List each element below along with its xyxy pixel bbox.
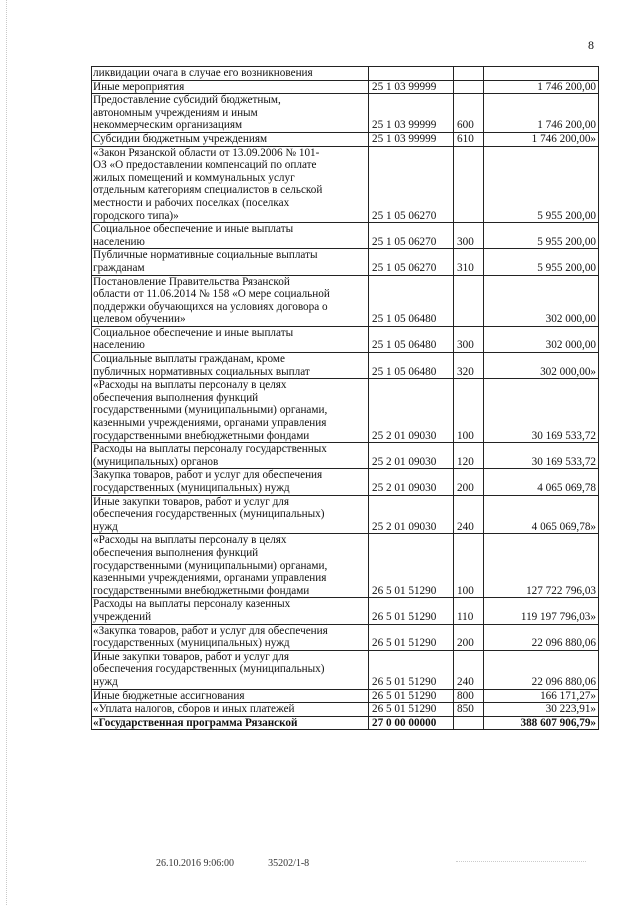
cell-expense-type: 300	[454, 326, 484, 352]
cell-code: 25 1 05 06480	[369, 353, 454, 379]
cell-code: 25 1 03 99999	[369, 94, 454, 133]
cell-name: Публичные нормативные социальные выплаты гражданам	[92, 249, 369, 275]
cell-expense-type: 850	[454, 703, 484, 717]
table-row	[92, 689, 599, 703]
table-row	[92, 94, 599, 133]
scan-margin-line	[6, 0, 8, 905]
footer	[156, 858, 309, 869]
cell-expense-type	[454, 80, 484, 94]
cell-amount: 1 746 200,00	[484, 94, 599, 133]
cell-name: Закупка товаров, работ и услуг для обеспечения государственных (муниципальных) нужд	[92, 469, 369, 495]
cell-code: 25 1 05 06480	[369, 326, 454, 352]
cell-code: 25 2 01 09030	[369, 495, 454, 534]
cell-code: 25 1 05 06270	[369, 146, 454, 223]
scan-artifact	[456, 861, 586, 868]
cell-name: «Расходы на выплаты персоналу в целях обеспечения выполнения функций государственными (муниципальными) органами, казенными учреждениями, органами управления государственными внебюджетными фондами	[92, 379, 369, 443]
cell-expense-type: 120	[454, 443, 484, 469]
cell-name: Субсидии бюджетным учреждениям	[92, 132, 369, 146]
table-row	[92, 534, 599, 598]
cell-expense-type	[454, 146, 484, 223]
cell-amount: 4 065 069,78»	[484, 495, 599, 534]
footer-timestamp: 26.10.2016 9:06:00	[156, 858, 235, 869]
cell-name: Расходы на выплаты персоналу казенных учреждений	[92, 598, 369, 624]
table-row	[92, 443, 599, 469]
table-row	[92, 379, 599, 443]
table-row	[92, 67, 599, 81]
table-row	[92, 716, 599, 730]
cell-code: 26 5 01 51290	[369, 650, 454, 689]
cell-expense-type: 200	[454, 469, 484, 495]
cell-expense-type: 600	[454, 94, 484, 133]
table-row	[92, 249, 599, 275]
cell-amount: 1 746 200,00	[484, 80, 599, 94]
cell-expense-type	[454, 716, 484, 730]
cell-expense-type: 100	[454, 534, 484, 598]
table-row	[92, 146, 599, 223]
table-row	[92, 650, 599, 689]
cell-amount: 30 169 533,72	[484, 379, 599, 443]
table-row	[92, 223, 599, 249]
cell-expense-type: 300	[454, 223, 484, 249]
cell-amount: 127 722 796,03	[484, 534, 599, 598]
cell-amount: 388 607 906,79»	[484, 716, 599, 730]
cell-expense-type: 100	[454, 379, 484, 443]
cell-name: «Закупка товаров, работ и услуг для обеспечения государственных (муниципальных) нужд	[92, 624, 369, 650]
cell-name: Иные мероприятия	[92, 80, 369, 94]
table-row	[92, 326, 599, 352]
cell-expense-type: 200	[454, 624, 484, 650]
cell-code: 26 5 01 51290	[369, 598, 454, 624]
table-row	[92, 80, 599, 94]
cell-code: 25 1 05 06480	[369, 275, 454, 326]
cell-expense-type: 610	[454, 132, 484, 146]
cell-name: «Расходы на выплаты персоналу в целях обеспечения выполнения функций государственными (муниципальными) органами, казенными учреждениями, органами управления государственными внебюджетными фондами	[92, 534, 369, 598]
cell-code: 25 2 01 09030	[369, 469, 454, 495]
table-row	[92, 132, 599, 146]
cell-name: «Закон Рязанской области от 13.09.2006 № 101- ОЗ «О предоставлении компенсаций по оплате жилых помещений и коммунальных услуг отдельным категориям специалистов в сельской местности и рабочих поселках (поселках городского типа)»	[92, 146, 369, 223]
cell-amount: 302 000,00	[484, 275, 599, 326]
cell-amount: 1 746 200,00»	[484, 132, 599, 146]
cell-name: Иные закупки товаров, работ и услуг для обеспечения государственных (муниципальных) нужд	[92, 495, 369, 534]
cell-code: 25 2 01 09030	[369, 443, 454, 469]
cell-amount: 119 197 796,03»	[484, 598, 599, 624]
cell-code: 26 5 01 51290	[369, 689, 454, 703]
cell-name: Постановление Правительства Рязанской области от 11.06.2014 № 158 «О мере социальной поддержки обучающихся на условиях договора о целевом обучении»	[92, 275, 369, 326]
table-row	[92, 598, 599, 624]
cell-amount: 5 955 200,00	[484, 223, 599, 249]
cell-expense-type: 320	[454, 353, 484, 379]
table-row	[92, 624, 599, 650]
cell-amount: 22 096 880,06	[484, 624, 599, 650]
cell-amount: 5 955 200,00	[484, 249, 599, 275]
cell-expense-type: 110	[454, 598, 484, 624]
page-number: 8	[588, 38, 594, 52]
cell-name: Социальные выплаты гражданам, кроме публичных нормативных социальных выплат	[92, 353, 369, 379]
cell-amount: 30 169 533,72	[484, 443, 599, 469]
cell-code: 26 5 01 51290	[369, 703, 454, 717]
cell-code: 27 0 00 00000	[369, 716, 454, 730]
cell-expense-type: 310	[454, 249, 484, 275]
cell-code	[369, 67, 454, 81]
cell-name: ликвидации очага в случае его возникновения	[92, 67, 369, 81]
cell-code: 25 1 05 06270	[369, 249, 454, 275]
cell-name: Иные закупки товаров, работ и услуг для обеспечения государственных (муниципальных) нужд	[92, 650, 369, 689]
cell-amount: 22 096 880,06	[484, 650, 599, 689]
cell-amount: 302 000,00	[484, 326, 599, 352]
footer-doc-id: 35202/1-8	[268, 858, 310, 869]
cell-amount: 30 223,91»	[484, 703, 599, 717]
cell-name: Иные бюджетные ассигнования	[92, 689, 369, 703]
cell-name: Социальное обеспечение и иные выплаты населению	[92, 223, 369, 249]
cell-name: «Уплата налогов, сборов и иных платежей	[92, 703, 369, 717]
cell-code: 26 5 01 51290	[369, 534, 454, 598]
cell-code: 25 1 03 99999	[369, 132, 454, 146]
table-row	[92, 353, 599, 379]
cell-name: Социальное обеспечение и иные выплаты населению	[92, 326, 369, 352]
cell-expense-type: 800	[454, 689, 484, 703]
cell-code: 26 5 01 51290	[369, 624, 454, 650]
cell-amount	[484, 67, 599, 81]
table-row	[92, 275, 599, 326]
cell-expense-type: 240	[454, 495, 484, 534]
cell-amount: 5 955 200,00	[484, 146, 599, 223]
cell-name: «Государственная программа Рязанской	[92, 716, 369, 730]
budget-table	[91, 66, 599, 730]
cell-expense-type	[454, 275, 484, 326]
cell-expense-type	[454, 67, 484, 81]
cell-code: 25 1 05 06270	[369, 223, 454, 249]
cell-code: 25 2 01 09030	[369, 379, 454, 443]
cell-expense-type: 240	[454, 650, 484, 689]
table-row	[92, 703, 599, 717]
cell-amount: 4 065 069,78	[484, 469, 599, 495]
cell-name: Расходы на выплаты персоналу государственных (муниципальных) органов	[92, 443, 369, 469]
cell-code: 25 1 03 99999	[369, 80, 454, 94]
cell-amount: 166 171,27»	[484, 689, 599, 703]
table-row	[92, 469, 599, 495]
table-row	[92, 495, 599, 534]
cell-amount: 302 000,00»	[484, 353, 599, 379]
table-body	[92, 67, 599, 730]
cell-name: Предоставление субсидий бюджетным, автономным учреждениям и иным некоммерческим организациям	[92, 94, 369, 133]
